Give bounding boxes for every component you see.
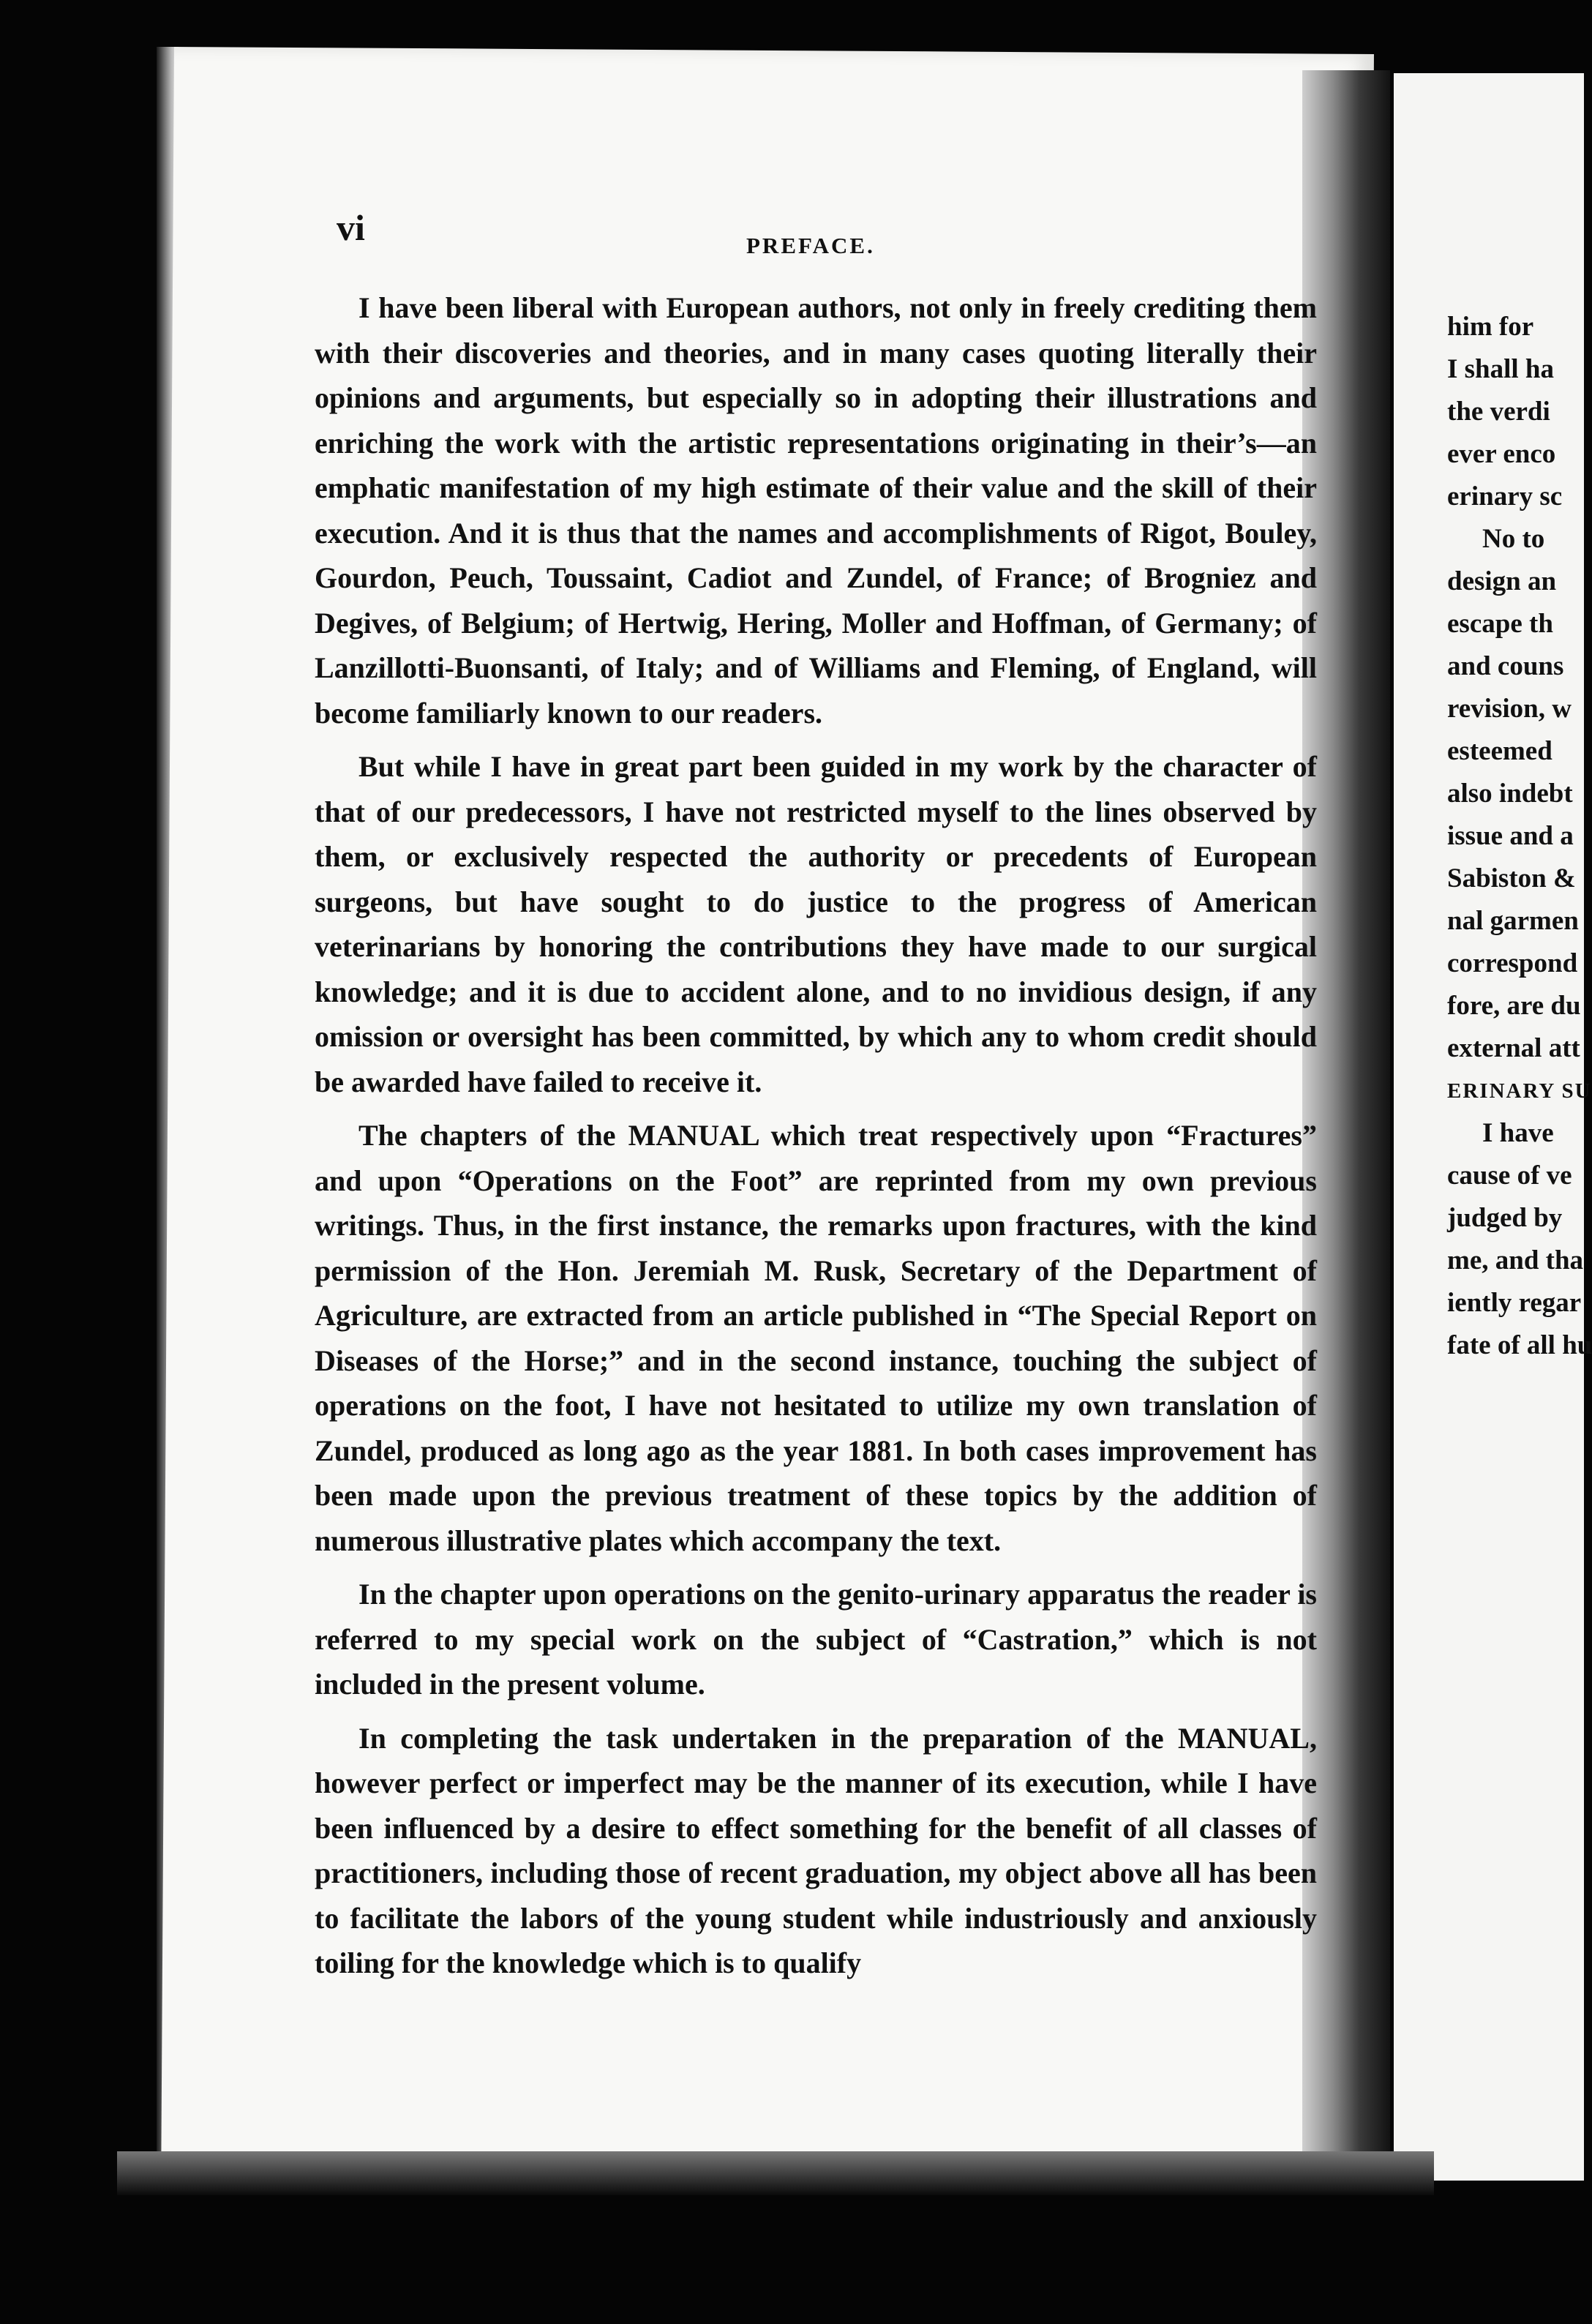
right-line: ever enco	[1447, 439, 1556, 469]
right-line: No to	[1482, 524, 1545, 554]
right-line: esteemed	[1447, 736, 1552, 766]
right-line: iently regar	[1447, 1288, 1582, 1318]
right-line: revision, w	[1447, 694, 1572, 724]
right-line: him for	[1447, 312, 1534, 342]
paragraph-3: The chapters of the MANUAL which treat respectively upon “Fractures” and upon “Operations on the Foot” are reprinted from my own previous writings. Thus, in the first instance, the remarks upon fractures, with the kind permission of the Hon. Jeremiah M. Rusk, Secretary of the Department of Agriculture, are extracted from an article published in “The Special Report on Diseases of the Horse;” and in the second instance, touching the subject of operations on the foot, I have not hesitated to utilize my own translation of Zundel, produced as long ago as the year 1881. In both cases improvement has been made upon the previous treatment of these topics by the addition of numerous illustrative plates which accompany the text.	[315, 1119, 1317, 1557]
paragraph-4: In the chapter upon operations on the genito-urinary apparatus the reader is referred to my special work on the subject of “Castration,” which is not included in the present volume.	[315, 1578, 1317, 1701]
right-line: fore, are du	[1447, 991, 1581, 1021]
right-line: I shall ha	[1447, 354, 1555, 384]
paragraph-2: But while I have in great part been guided in my work by the character of that of our predecessors, I have not restricted myself to the lines observed by them, or exclusively respected the authority or precedents of European surgeons, but have sought to do justice to the progress of American veterinarians by honoring the contributions they have made to our surgical knowledge; and it is due to accident alone, and to no invidious design, if any omission or oversight has been committed, by which any to whom credit should be awarded have failed to receive it.	[315, 750, 1317, 1098]
bottom-shadow	[117, 2151, 1434, 2195]
right-line: external att	[1447, 1033, 1580, 1063]
right-line: and couns	[1447, 651, 1564, 681]
right-line: correspond	[1447, 948, 1578, 978]
running-head: PREFACE.	[746, 233, 875, 258]
page-number: vi	[337, 207, 365, 248]
right-line: fate of all hu	[1447, 1330, 1592, 1360]
right-line: erinary sc	[1447, 481, 1563, 511]
right-line: cause of ve	[1447, 1161, 1572, 1191]
right-line: ERINARY SU	[1447, 1079, 1592, 1103]
right-line: I have	[1482, 1118, 1554, 1148]
right-line: Sabiston &	[1447, 863, 1576, 893]
right-line: me, and tha	[1447, 1245, 1584, 1275]
preface-body	[315, 285, 1317, 1995]
right-line: judged by	[1447, 1203, 1563, 1233]
right-line: issue and a	[1447, 821, 1574, 851]
right-line: the verdi	[1447, 397, 1550, 427]
right-line: escape th	[1447, 609, 1553, 639]
right-line: nal garmen	[1447, 906, 1579, 936]
paragraph-1: I have been liberal with European authors, not only in freely crediting them with their discoveries and theories, and in many cases quoting literally their opinions and arguments, but especially so in adopting their illustrations and enriching the work with the artistic representations originating in their’s—an emphatic manifestation of my high estimate of their value and the skill of their execution. And it is thus that the names and accomplishments of Rigot, Bouley, Gourdon, Peuch, Toussaint, Cadiot and Zundel, of France; of Brogniez and Degives, of Belgium; of Hertwig, Hering, Moller and Hoffman, of Germany; of Lanzillotti-Buonsanti, of Italy; and of Williams and Fleming, of England, will become familiarly known to our readers.	[315, 291, 1317, 730]
paragraph-5: In completing the task undertaken in the preparation of the MANUAL, however perfect or imperfect may be the manner of its execution, while I have been influenced by a desire to effect something for the benefit of all classes of practitioners, including those of recent graduation, my object above all has been to facilitate the labors of the young student while industriously and anxiously toiling for the knowledge which is to qualify	[315, 1721, 1317, 1979]
right-page-text	[1447, 306, 1592, 1367]
right-line: design an	[1447, 566, 1557, 596]
right-line: also indebt	[1447, 779, 1573, 809]
